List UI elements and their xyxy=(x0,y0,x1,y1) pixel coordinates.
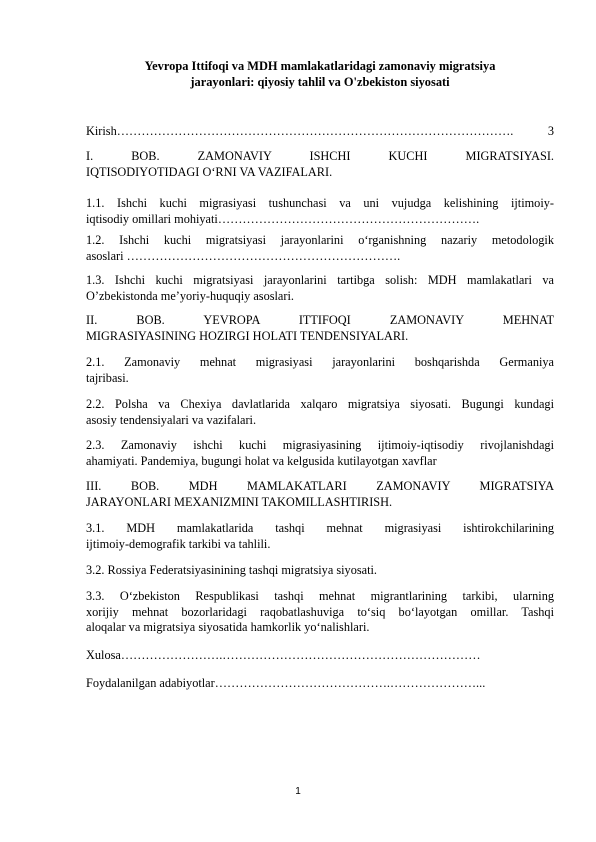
toc-entry-1-3[interactable] xyxy=(86,273,554,304)
toc-1-1-line-1: 1.1. Ishchi kuchi migrasiyasi tushunchasi va uni vujudga kelishining ijtimoiy- xyxy=(86,196,554,210)
toc-xulosa-label: Xulosa…………………….……………………………………………………… xyxy=(86,648,481,662)
toc-1-3-line-1: 1.3. Ishchi kuchi migratsiyasi jarayonlarini tartibga solish: MDH mamlakatlari va xyxy=(86,273,554,287)
toc-2-3-line-1: 2.3. Zamonaviy ishchi kuchi migrasiyasining ijtimoiy-iqtisodiy rivojlanishdagi xyxy=(86,438,554,452)
toc-2-3-line-2: ahamiyati. Pandemiya, bugungi holat va kelgusida kutilayotgan xavflar xyxy=(86,453,437,468)
toc-1-2-line-1: 1.2. Ishchi kuchi migratsiyasi jarayonlarini o‘rganishning nazariy metodologik xyxy=(86,233,554,247)
toc-2-2-line-1: 2.2. Polsha va Chexiya davlatlarida xalqaro migratsiya siyosati. Bugungi kundagi xyxy=(86,397,554,411)
toc-entry-1-2[interactable] xyxy=(86,233,554,264)
toc-entry-chapter-3[interactable] xyxy=(86,479,554,510)
title-line-1: Yevropa Ittifoqi va MDH mamlakatlaridagi zamonaviy migratsiya xyxy=(144,59,496,73)
toc-ch2-line-2: MIGRASIYASINING HOZIRGI HOLATI TENDENSIYALARI. xyxy=(86,328,409,343)
toc-entry-3-1[interactable] xyxy=(86,521,554,552)
toc-3-3-line-1: 3.3. O‘zbekiston Respublikasi tashqi mehnat migrantlarining tarkibi, ularning xyxy=(86,589,554,603)
toc-ch1-line-2: IQTISODIYOTIDAGI O‘RNI VA VAZIFALARI. xyxy=(86,164,333,179)
toc-entry-2-1[interactable] xyxy=(86,355,554,386)
toc-ch1-line-1: I. BOB. ZAMONAVIY ISHCHI KUCHI MIGRATSIYASI. xyxy=(86,149,554,163)
toc-entry-2-3[interactable] xyxy=(86,438,554,469)
document-title xyxy=(86,58,554,90)
toc-3-1-line-2: ijtimoiy-demografik tarkibi va tahlili. xyxy=(86,536,271,551)
toc-entry-1-1[interactable] xyxy=(86,196,554,227)
toc-entry-chapter-1[interactable] xyxy=(86,149,554,180)
toc-entry-3-3[interactable] xyxy=(86,589,554,636)
toc-ch2-line-1: II. BOB. YEVROPA ITTIFOQI ZAMONAVIY MEHNAT xyxy=(86,313,554,327)
toc-3-3-line-2: xorijiy mehnat bozorlaridagi raqobatlashuviga to‘siq bo‘layotgan omillar. Tashqi xyxy=(86,604,554,619)
toc-kirish-leader: ……………………………………………………………………………………. xyxy=(116,124,514,138)
toc-1-2-line-2: asoslari …………………………………………………………. xyxy=(86,248,401,263)
toc-1-3-line-2: O’zbekistonda me’yoriy-huquqiy asoslari. xyxy=(86,288,294,303)
toc-1-1-line-2: iqtisodiy omillari mohiyati………………………………………………………. xyxy=(86,211,480,226)
toc-entry-chapter-2[interactable] xyxy=(86,313,554,344)
toc-3-2-line-1: 3.2. Rossiya Federatsiyasinining tashqi migratsiya siyosati. xyxy=(86,563,378,577)
toc-ch3-line-1: III. BOB. MDH MAMLAKATLARI ZAMONAVIY MIGRATSIYA xyxy=(86,479,554,493)
toc-kirish-label: Kirish xyxy=(86,124,117,138)
toc-3-1-line-1: 3.1. MDH mamlakatlarida tashqi mehnat migrasiyasi ishtirokchilarining xyxy=(86,521,554,535)
toc-entry-kirish[interactable] xyxy=(86,124,554,140)
toc-2-1-line-1: 2.1. Zamonaviy mehnat migrasiyasi jarayonlarini boshqarishda Germaniya xyxy=(86,355,554,369)
toc-entry-adabiyotlar[interactable] xyxy=(86,676,554,692)
title-line-2: jarayonlari: qiyosiy tahlil va O'zbekiston siyosati xyxy=(190,75,450,89)
toc-entry-2-2[interactable] xyxy=(86,397,554,428)
toc-2-2-line-2: asosiy tendensiyalari va vazifalari. xyxy=(86,412,257,427)
toc-adabiyotlar-label: Foydalanilgan adabiyotlar…………………………………….…………………... xyxy=(86,676,486,690)
toc-ch3-line-2: JARAYONLARI MEXANIZMINI TAKOMILLASHTIRISH. xyxy=(86,494,393,509)
toc-kirish-page: 3 xyxy=(547,124,554,138)
toc-2-1-line-2: tajribasi. xyxy=(86,370,129,385)
toc-3-3-line-3: aloqalar va migratsiya siyosatida hamkorlik yo‘nalishlari. xyxy=(86,620,370,635)
page-number: 1 xyxy=(295,786,301,797)
toc-entry-3-2[interactable] xyxy=(86,563,554,579)
toc-entry-xulosa[interactable] xyxy=(86,648,554,664)
